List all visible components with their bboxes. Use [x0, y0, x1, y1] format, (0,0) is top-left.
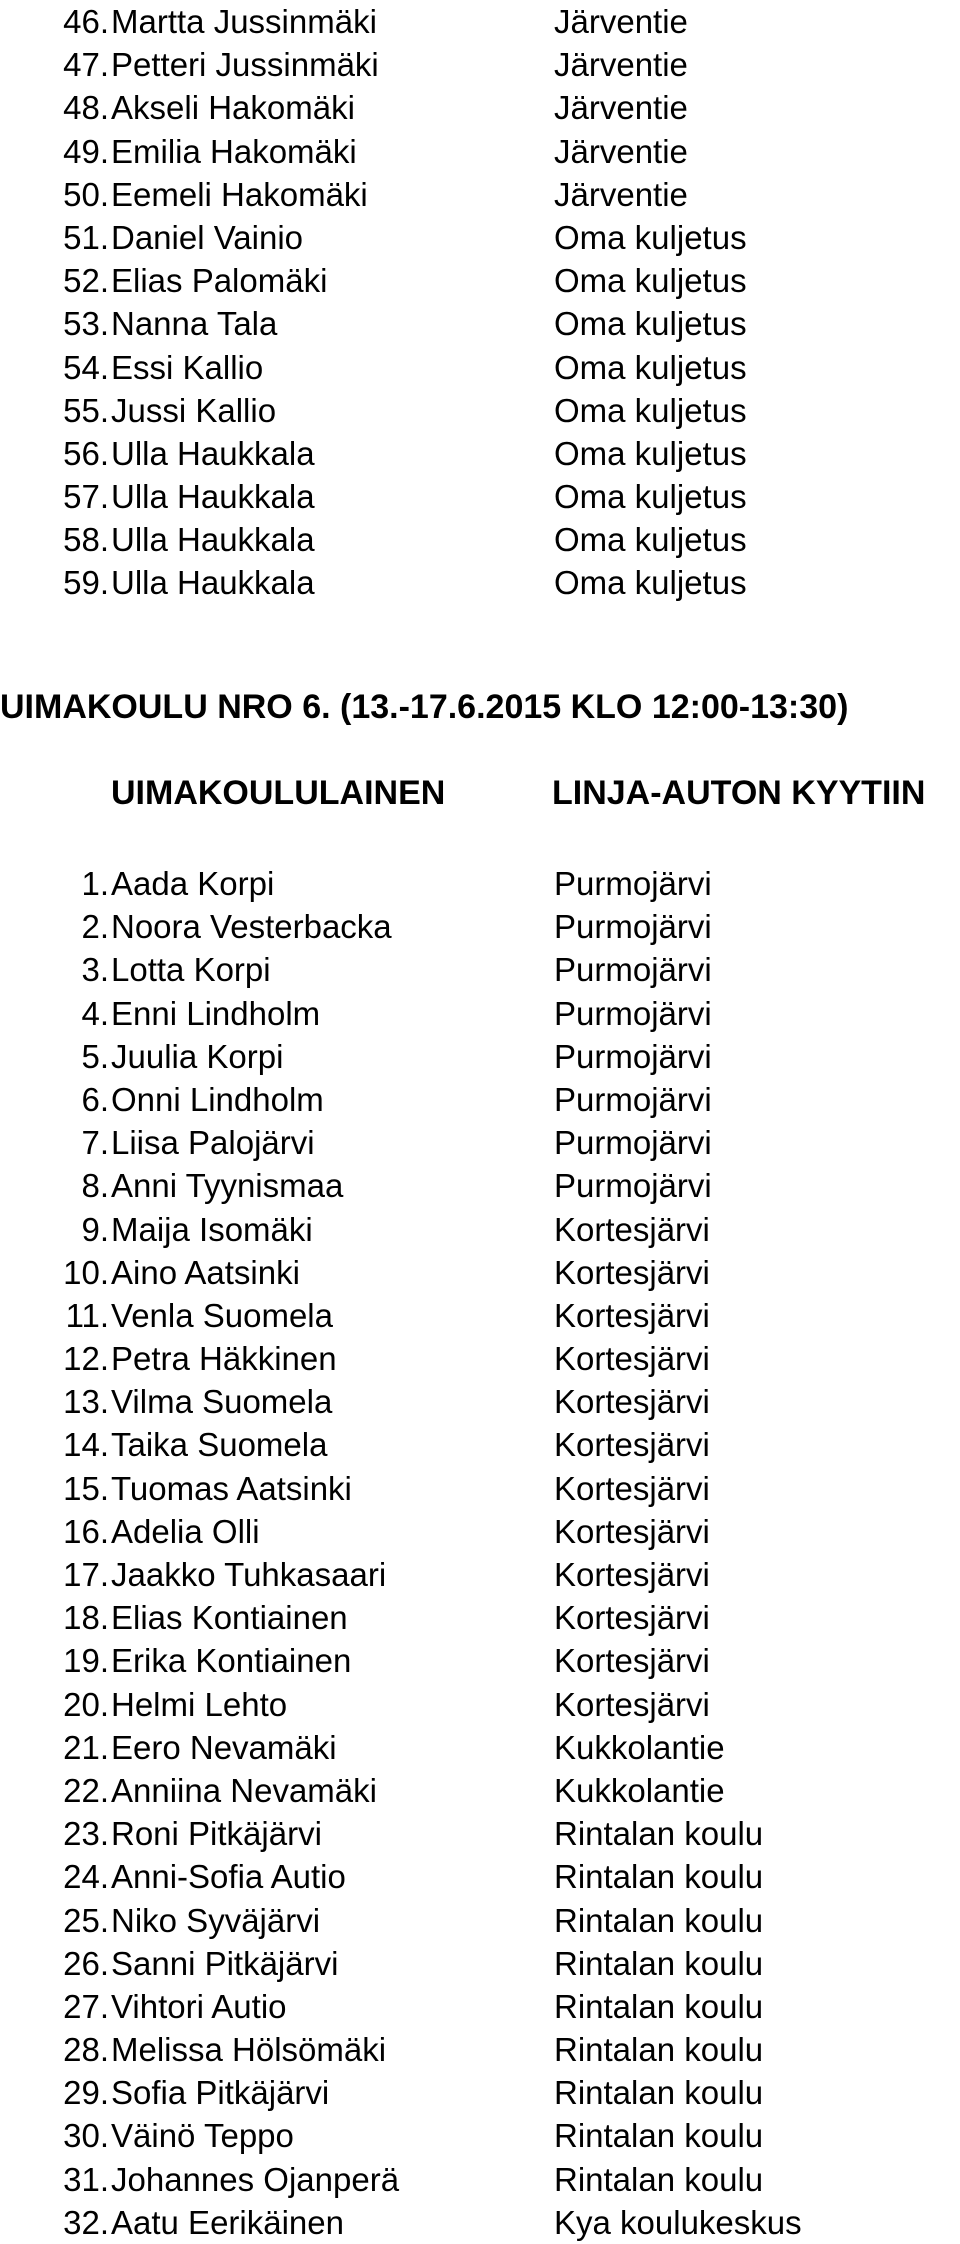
item-number: 55. [63, 391, 109, 429]
list-item [0, 432, 960, 475]
item-number: 25. [63, 1901, 109, 1939]
participant-name: Tuomas Aatsinki [111, 1469, 352, 1507]
participant-name: Helmi Lehto [111, 1685, 288, 1723]
list-item [0, 1337, 960, 1380]
participant-name: Ulla Haukkala [111, 521, 315, 559]
bus-stop: Kukkolantie [554, 1771, 725, 1809]
list-item [0, 1078, 960, 1121]
column-header-participant: UIMAKOULULAINEN [111, 774, 446, 812]
list-item [0, 1899, 960, 1942]
bus-stop: Kortesjärvi [554, 1469, 710, 1507]
bus-stop: Kortesjärvi [554, 1556, 710, 1593]
participant-list-school-6 [0, 862, 960, 2244]
participant-name: Jaakko Tuhkasaari [111, 1556, 387, 1593]
participant-name: Eemeli Hakomäki [111, 175, 368, 213]
list-item [0, 1985, 960, 2028]
item-number: 24. [63, 1858, 109, 1896]
item-number: 4. [81, 994, 109, 1032]
participant-name: Eero Nevamäki [111, 1728, 337, 1766]
list-item [0, 1726, 960, 1769]
item-number: 1. [81, 865, 109, 902]
bus-stop: Kortesjärvi [554, 1512, 710, 1550]
list-item [0, 173, 960, 216]
item-number: 21. [63, 1728, 109, 1766]
list-item [0, 1553, 960, 1596]
item-number: 16. [63, 1512, 109, 1550]
item-number: 53. [63, 305, 109, 343]
list-item [0, 1769, 960, 1812]
list-item [0, 302, 960, 345]
item-number: 2. [81, 908, 109, 946]
item-number: 3. [81, 951, 109, 989]
list-item [0, 1035, 960, 1078]
list-item [0, 475, 960, 518]
participant-name: Liisa Palojärvi [111, 1124, 315, 1162]
item-number: 17. [63, 1556, 109, 1593]
participant-name: Emilia Hakomäki [111, 132, 357, 170]
bus-stop: Järventie [554, 132, 688, 170]
bus-stop: Kya koulukeskus [554, 2203, 802, 2241]
item-number: 32. [63, 2203, 109, 2241]
list-item [0, 1121, 960, 1164]
bus-stop: Oma kuljetus [554, 305, 747, 343]
participant-name: Taika Suomela [111, 1426, 328, 1464]
bus-stop: Oma kuljetus [554, 218, 747, 256]
bus-stop: Rintalan koulu [554, 2031, 764, 2069]
section-heading: UIMAKOULU NRO 6. (13.-17.6.2015 KLO 12:00-13:30) [0, 688, 849, 726]
bus-stop: Purmojärvi [554, 908, 712, 946]
list-item [0, 1294, 960, 1337]
item-number: 13. [63, 1383, 109, 1421]
participant-name: Sanni Pitkäjärvi [111, 1944, 339, 1982]
list-item [0, 1639, 960, 1682]
participant-name: Maija Isomäki [111, 1210, 313, 1248]
bus-stop: Järventie [554, 175, 688, 213]
item-number: 23. [63, 1815, 109, 1853]
list-item [0, 259, 960, 302]
bus-stop: Rintalan koulu [554, 1815, 764, 1853]
participant-name: Anni Tyynismaa [111, 1167, 344, 1205]
bus-stop: Kortesjärvi [554, 1296, 710, 1334]
bus-stop: Kortesjärvi [554, 1685, 710, 1723]
bus-stop: Purmojärvi [554, 865, 712, 902]
item-number: 15. [63, 1469, 109, 1507]
list-item [0, 1510, 960, 1553]
participant-name: Vilma Suomela [111, 1383, 333, 1421]
participant-name: Sofia Pitkäjärvi [111, 2074, 330, 2112]
bus-stop: Kukkolantie [554, 1728, 725, 1766]
list-item [0, 2028, 960, 2071]
list-item [0, 0, 960, 43]
list-item [0, 1251, 960, 1294]
bus-stop: Järventie [554, 46, 688, 84]
participant-name: Lotta Korpi [111, 951, 271, 989]
item-number: 56. [63, 434, 109, 472]
bus-stop: Kortesjärvi [554, 1642, 710, 1680]
participant-name: Elias Palomäki [111, 262, 328, 300]
item-number: 6. [81, 1080, 109, 1118]
bus-stop: Rintalan koulu [554, 2160, 764, 2198]
participant-name: Daniel Vainio [111, 218, 304, 256]
item-number: 30. [63, 2117, 109, 2155]
participant-name: Akseli Hakomäki [111, 89, 355, 127]
item-number: 19. [63, 1642, 109, 1680]
participant-name: Venla Suomela [111, 1296, 333, 1334]
list-item [0, 948, 960, 991]
bus-stop: Kortesjärvi [554, 1253, 710, 1291]
bus-stop: Oma kuljetus [554, 434, 747, 472]
bus-stop: Oma kuljetus [554, 391, 747, 429]
item-number: 31. [63, 2160, 109, 2198]
bus-stop: Kortesjärvi [554, 1340, 710, 1378]
list-item [0, 2114, 960, 2157]
participant-name: Melissa Hölsömäki [111, 2031, 387, 2069]
participant-name: Anniina Nevamäki [111, 1771, 377, 1809]
bus-stop: Purmojärvi [554, 1124, 712, 1162]
list-item [0, 2158, 960, 2201]
column-header-bus-stop: LINJA-AUTON KYYTIIN [552, 774, 926, 812]
bus-stop: Oma kuljetus [554, 564, 747, 602]
participant-list-previous [0, 0, 960, 605]
list-item [0, 346, 960, 389]
participant-name: Enni Lindholm [111, 994, 321, 1032]
item-number: 50. [63, 175, 109, 213]
bus-stop: Oma kuljetus [554, 521, 747, 559]
bus-stop: Purmojärvi [554, 1037, 712, 1075]
participant-name: Anni-Sofia Autio [111, 1858, 346, 1896]
bus-stop: Purmojärvi [554, 1167, 712, 1205]
list-item [0, 1683, 960, 1726]
bus-stop: Purmojärvi [554, 1080, 712, 1118]
item-number: 48. [63, 89, 109, 127]
list-item [0, 1164, 960, 1207]
list-item [0, 43, 960, 86]
participant-name: Ulla Haukkala [111, 434, 315, 472]
item-number: 10. [63, 1253, 109, 1291]
list-item [0, 1855, 960, 1898]
participant-name: Nanna Tala [111, 305, 278, 343]
participant-name: Aatu Eerikäinen [111, 2203, 344, 2241]
item-number: 26. [63, 1944, 109, 1982]
item-number: 52. [63, 262, 109, 300]
bus-stop: Kortesjärvi [554, 1426, 710, 1464]
list-item [0, 1467, 960, 1510]
participant-name: Essi Kallio [111, 348, 264, 386]
participant-name: Roni Pitkäjärvi [111, 1815, 322, 1853]
participant-name: Aino Aatsinki [111, 1253, 300, 1291]
item-number: 51. [63, 218, 109, 256]
item-number: 58. [63, 521, 109, 559]
list-item [0, 86, 960, 129]
bus-stop: Rintalan koulu [554, 1944, 764, 1982]
participant-name: Petra Häkkinen [111, 1340, 337, 1378]
bus-stop: Purmojärvi [554, 994, 712, 1032]
bus-stop: Rintalan koulu [554, 2117, 764, 2155]
item-number: 27. [63, 1987, 109, 2025]
participant-name: Niko Syväjärvi [111, 1901, 321, 1939]
item-number: 54. [63, 348, 109, 386]
participant-name: Johannes Ojanperä [111, 2160, 400, 2198]
bus-stop: Oma kuljetus [554, 348, 747, 386]
list-item [0, 518, 960, 561]
list-item [0, 1596, 960, 1639]
bus-stop: Oma kuljetus [554, 262, 747, 300]
participant-name: Jussi Kallio [111, 391, 277, 429]
participant-name: Petteri Jussinmäki [111, 46, 379, 84]
item-number: 9. [81, 1210, 109, 1248]
item-number: 18. [63, 1599, 109, 1637]
list-item [0, 216, 960, 259]
bus-stop: Kortesjärvi [554, 1383, 710, 1421]
participant-name: Juulia Korpi [111, 1037, 284, 1075]
participant-name: Ulla Haukkala [111, 564, 315, 602]
item-number: 22. [63, 1771, 109, 1809]
participant-name: Väinö Teppo [111, 2117, 294, 2155]
list-item [0, 2201, 960, 2244]
bus-stop: Oma kuljetus [554, 478, 747, 516]
list-item [0, 862, 960, 905]
list-item [0, 1423, 960, 1466]
participant-name: Noora Vesterbacka [111, 908, 392, 946]
participant-name: Vihtori Autio [111, 1987, 287, 2025]
list-item [0, 992, 960, 1035]
participant-name: Adelia Olli [111, 1512, 260, 1550]
item-number: 7. [81, 1124, 109, 1162]
item-number: 29. [63, 2074, 109, 2112]
list-item [0, 130, 960, 173]
list-item [0, 2071, 960, 2114]
participant-name: Onni Lindholm [111, 1080, 324, 1118]
participant-name: Aada Korpi [111, 865, 275, 902]
list-item [0, 1380, 960, 1423]
bus-stop: Järventie [554, 89, 688, 127]
bus-stop: Purmojärvi [554, 951, 712, 989]
participant-name: Ulla Haukkala [111, 478, 315, 516]
bus-stop: Kortesjärvi [554, 1210, 710, 1248]
list-item [0, 905, 960, 948]
item-number: 47. [63, 46, 109, 84]
participant-name: Martta Jussinmäki [111, 3, 377, 40]
list-item [0, 1812, 960, 1855]
item-number: 28. [63, 2031, 109, 2069]
bus-stop: Rintalan koulu [554, 1901, 764, 1939]
item-number: 8. [81, 1167, 109, 1205]
item-number: 14. [63, 1426, 109, 1464]
item-number: 57. [63, 478, 109, 516]
participant-name: Elias Kontiainen [111, 1599, 348, 1637]
item-number: 11. [65, 1296, 109, 1334]
item-number: 5. [81, 1037, 109, 1075]
participant-name: Erika Kontiainen [111, 1642, 352, 1680]
bus-stop: Kortesjärvi [554, 1599, 710, 1637]
list-item [0, 389, 960, 432]
list-item [0, 1942, 960, 1985]
bus-stop: Järventie [554, 3, 688, 40]
bus-stop: Rintalan koulu [554, 1858, 764, 1896]
item-number: 20. [63, 1685, 109, 1723]
list-item [0, 561, 960, 604]
item-number: 49. [63, 132, 109, 170]
bus-stop: Rintalan koulu [554, 1987, 764, 2025]
list-item [0, 1208, 960, 1251]
item-number: 46. [63, 3, 109, 40]
bus-stop: Rintalan koulu [554, 2074, 764, 2112]
item-number: 12. [63, 1340, 109, 1378]
item-number: 59. [63, 564, 109, 602]
